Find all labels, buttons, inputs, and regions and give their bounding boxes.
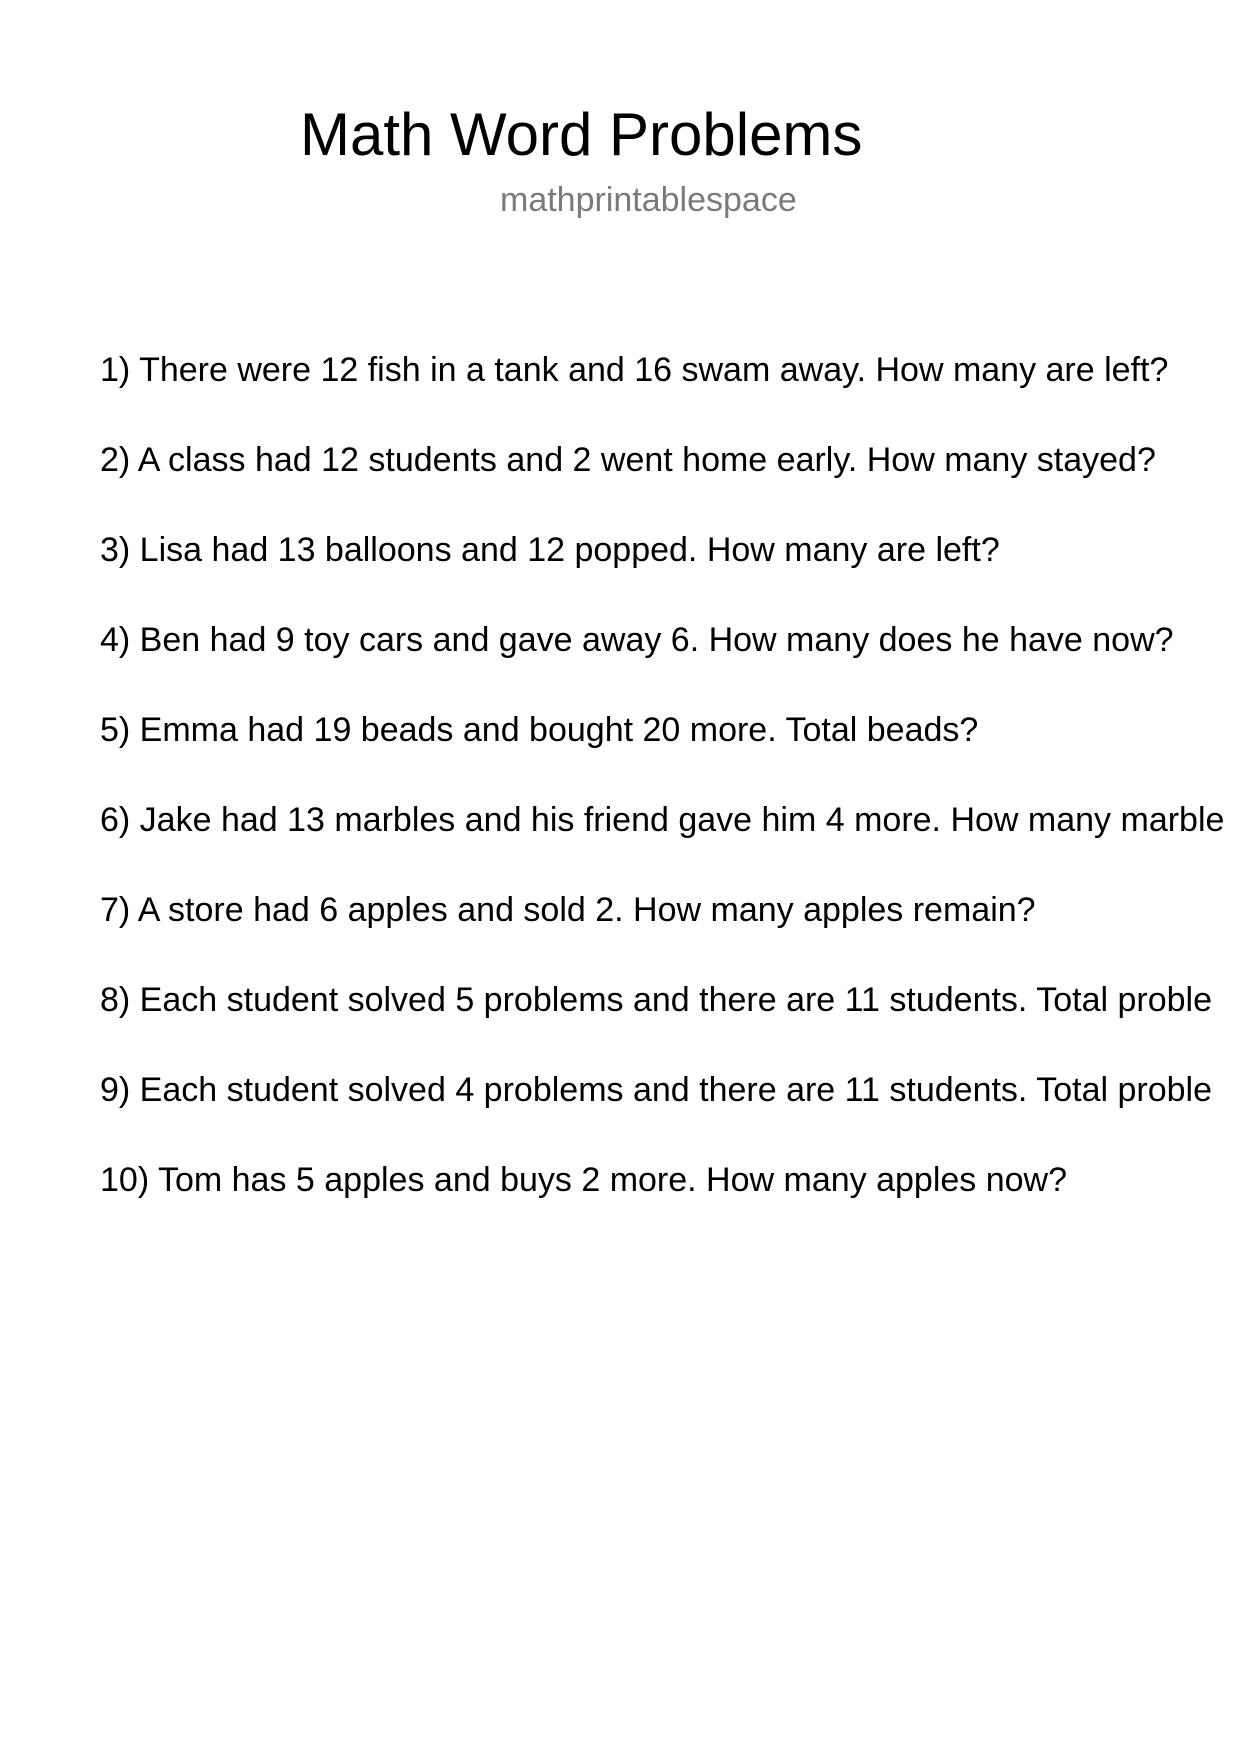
problem-item-3: 3) Lisa had 13 balloons and 12 popped. How many are left? (100, 531, 1000, 569)
problem-item-4: 4) Ben had 9 toy cars and gave away 6. How many does he have now? (100, 621, 1174, 659)
problem-item-6: 6) Jake had 13 marbles and his friend gave him 4 more. How many marble (100, 801, 1225, 839)
problem-item-8: 8) Each student solved 5 problems and there are 11 students. Total proble (100, 981, 1212, 1019)
problem-item-10: 10) Tom has 5 apples and buys 2 more. How many apples now? (100, 1161, 1068, 1199)
problem-item-2: 2) A class had 12 students and 2 went home early. How many stayed? (100, 441, 1156, 479)
problem-item-5: 5) Emma had 19 beads and bought 20 more. Total beads? (100, 711, 979, 749)
page-title: Math Word Problems (300, 101, 863, 168)
problem-item-1: 1) There were 12 fish in a tank and 16 swam away. How many are left? (100, 351, 1169, 389)
problem-list (100, 345, 1240, 1245)
page-subtitle: mathprintablespace (500, 181, 797, 219)
problem-item-9: 9) Each student solved 4 problems and there are 11 students. Total proble (100, 1071, 1212, 1109)
problem-item-7: 7) A store had 6 apples and sold 2. How many apples remain? (100, 891, 1036, 929)
